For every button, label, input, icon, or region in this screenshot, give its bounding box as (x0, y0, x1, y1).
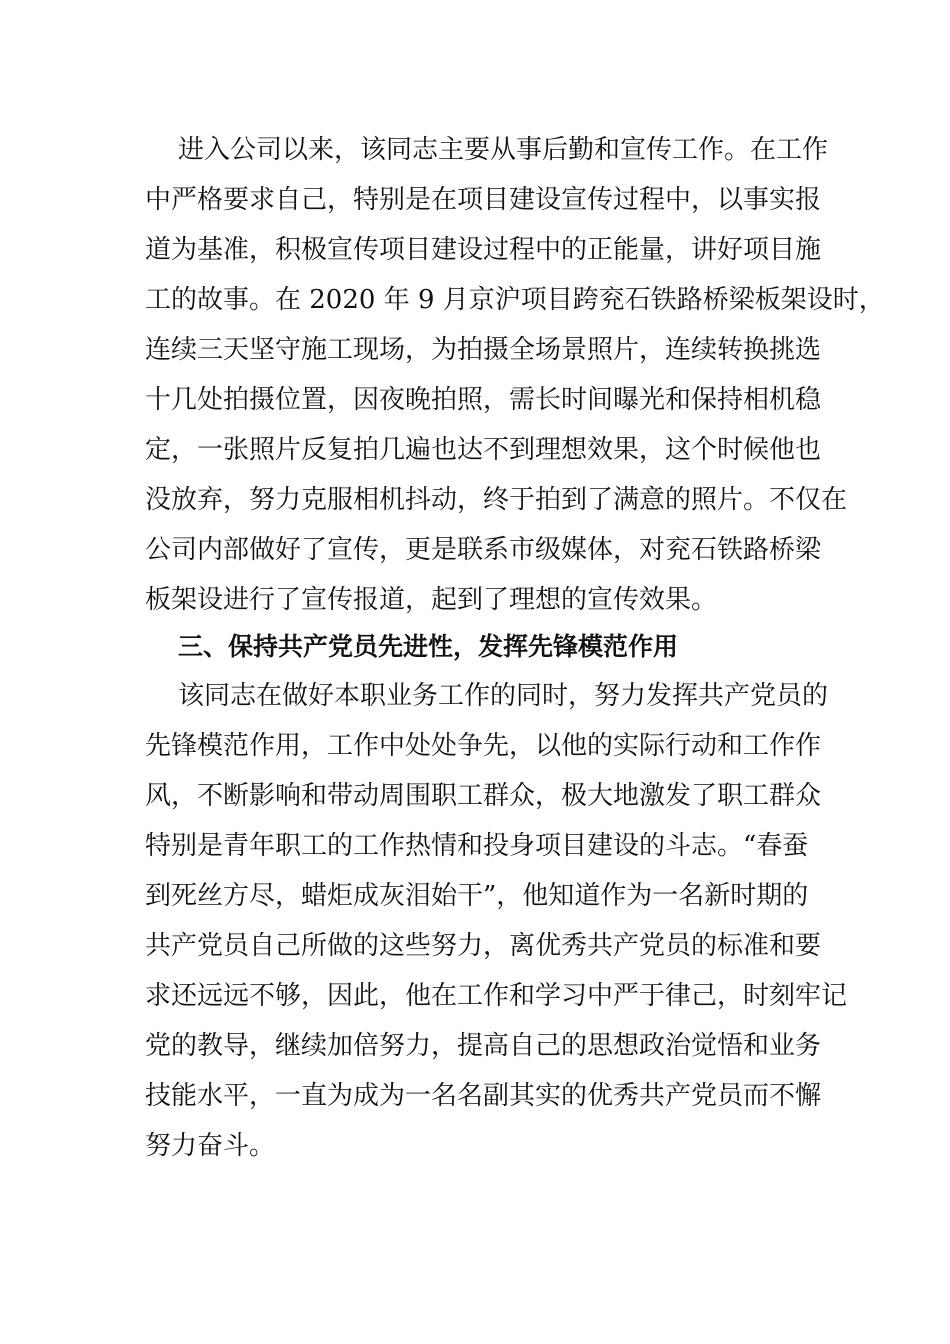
paragraph-1-line-5: 连续三天坚守施工现场，为拍摄全场景照片，连续转换挑选 (145, 335, 822, 365)
paragraph-2-line-8: 党的教导，继续加倍努力，提高自己的思想政治觉悟和业务 (145, 1031, 822, 1061)
paragraph-2-line-6: 共产党员自己所做的这些努力，离优秀共产党员的标准和要 (145, 931, 822, 961)
paragraph-2-line-9: 技能水平，一直为成为一名名副其实的优秀共产党员而不懈 (145, 1081, 822, 1111)
paragraph-1-line-2: 中严格要求自己，特别是在项目建设宣传过程中，以事实报 (145, 185, 822, 215)
paragraph-2-line-7: 求还远远不够，因此，他在工作和学习中严于律己，时刻牢记 (145, 981, 848, 1011)
paragraph-2-line-4: 特别是青年职工的工作热情和投身项目建设的斗志。“春蚕 (145, 831, 809, 861)
paragraph-1-line-9: 公司内部做好了宣传，更是联系市级媒体，对兖石铁路桥梁 (145, 535, 822, 565)
paragraph-1-line-3: 道为基准，积极宣传项目建设过程中的正能量，讲好项目施 (145, 235, 822, 265)
paragraph-1-line-4: 工的故事。在 2020 年 9 月京沪项目跨兖石铁路桥梁板架设时， (145, 285, 885, 315)
paragraph-1-line-10: 板架设进行了宣传报道，起到了理想的宣传效果。 (145, 585, 718, 615)
paragraph-1-line-8: 没放弃，努力克服相机抖动，终于拍到了满意的照片。不仅在 (145, 485, 848, 515)
paragraph-2-line-3: 风，不断影响和带动周围职工群众，极大地激发了职工群众 (145, 781, 822, 811)
paragraph-2-line-10: 努力奋斗。 (145, 1131, 276, 1161)
paragraph-1-line-7: 定，一张照片反复拍几遍也达不到理想效果，这个时候他也 (145, 435, 822, 465)
paragraph-2-line-2: 先锋模范作用，工作中处处争先，以他的实际行动和工作作 (145, 731, 822, 761)
paragraph-2-line-5: 到死丝方尽，蜡炬成灰泪始干”，他知道作为一名新时期的 (145, 881, 809, 911)
section-heading: 三、保持共产党员先进性，发挥先锋模范作用 (178, 632, 679, 661)
paragraph-1-line-1: 进入公司以来，该同志主要从事后勤和宣传工作。在工作 (178, 135, 829, 165)
paragraph-1-line-6: 十几处拍摄位置，因夜晚拍照，需长时间曝光和保持相机稳 (145, 385, 822, 415)
paragraph-2-line-1: 该同志在做好本职业务工作的同时，努力发挥共产党员的 (178, 681, 829, 711)
